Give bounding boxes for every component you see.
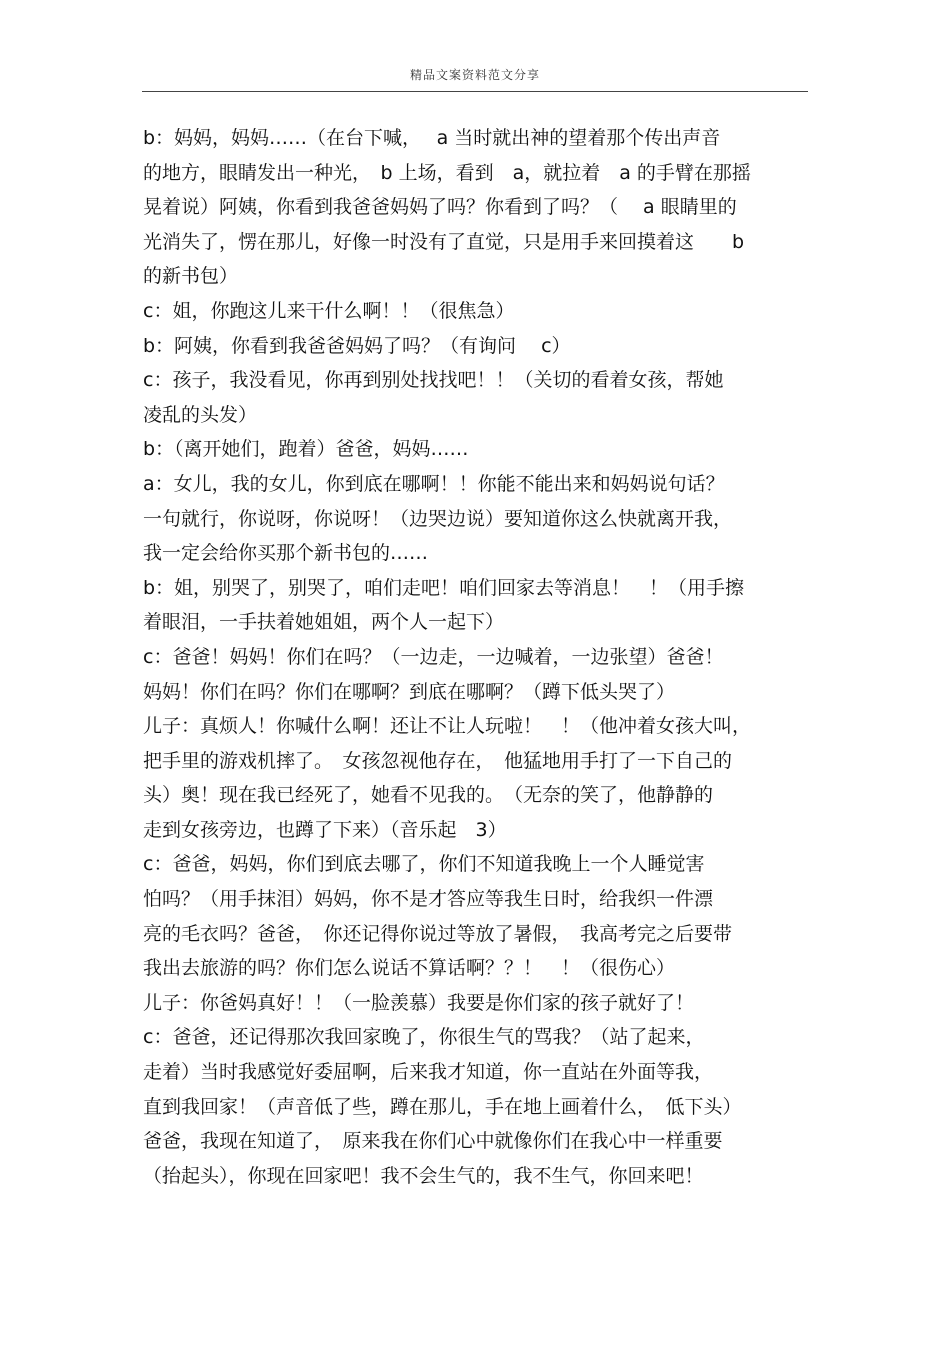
- text-line: 亮的毛衣吗？爸爸， 你还记得你说过等放了暑假， 我高考完之后要带: [143, 922, 733, 945]
- text-line: b：阿姨，你看到我爸爸妈妈了吗？（有询问 c）: [143, 334, 571, 357]
- text-line: 着眼泪，一手扶着她姐姐，两个人一起下）: [143, 611, 505, 634]
- text-line: 凌乱的头发）: [143, 403, 258, 426]
- text-line: 我出去旅游的吗？你们怎么说话不算话啊？？！ ！（很伤心）: [143, 957, 676, 980]
- text-line: 走到女孩旁边，也蹲了下来）（音乐起 3）: [143, 818, 507, 841]
- text-line: b：（离开她们，跑着）爸爸，妈妈……: [143, 438, 469, 461]
- text-line: 光消失了，愣在那儿，好像一时没有了直觉，只是用手来回摸着这 b: [143, 230, 745, 253]
- text-line: c：姐，你跑这儿来干什么啊！！（很焦急）: [143, 299, 515, 322]
- header-divider: [142, 91, 808, 92]
- text-line: 走着）当时我感觉好委屈啊，后来我才知道，你一直站在外面等我，: [143, 1061, 714, 1084]
- text-line: 妈妈！你们在吗？你们在哪啊？到底在哪啊？（蹲下低头哭了）: [143, 680, 676, 703]
- text-line: b：妈妈，妈妈……（在台下喊， a 当时就出神的望着那个传出声音: [143, 127, 721, 149]
- text-line: c：爸爸！妈妈！你们在吗？（一边走，一边喊着，一边张望）爸爸！: [143, 645, 724, 668]
- text-line: 直到我回家！（声音低了些，蹲在那儿，手在地上画着什么， 低下头）: [143, 1095, 742, 1118]
- page-header: 精品文案资料范文分享: [409, 68, 540, 82]
- text-line: 儿子：真烦人！你喊什么啊！还让不让人玩啦！ ！（他冲着女孩大叫，: [143, 715, 752, 738]
- text-line: 头）奥！现在我已经死了，她看不见我的。 （无奈的笑了，他静静的: [143, 784, 714, 807]
- text-line: 晃着说）阿姨，你看到我爸爸妈妈了吗？你看到了吗？（ a 眼睛里的: [143, 196, 737, 219]
- text-line: （抬起头），你现在回家吧！我不会生气的，我不生气，你回来吧！: [143, 1164, 704, 1187]
- text-line: 我一定会给你买那个新书包的……: [143, 542, 429, 565]
- text-line: 把手里的游戏机摔了。 女孩忽视他存在， 他猛地用手打了一下自己的: [143, 749, 733, 772]
- script-body: [143, 121, 808, 1193]
- text-line: c：爸爸，还记得那次我回家晚了，你很生气的骂我？（站了起来，: [143, 1026, 705, 1049]
- text-line: 儿子：你爸妈真好！！（一脸羡慕）我要是你们家的孩子就好了！: [143, 991, 695, 1014]
- text-line: b：姐，别哭了，别哭了，咱们走吧！咱们回家去等消息！ ！（用手擦: [143, 576, 745, 599]
- text-line: c：孩子，我没看见，你再到别处找找吧！！（关切的看着女孩，帮她: [143, 369, 724, 392]
- text-line: 的新书包）: [143, 265, 239, 288]
- text-line: 爸爸，我现在知道了， 原来我在你们心中就像你们在我心中一样重要: [143, 1130, 723, 1153]
- text-line: c：爸爸，妈妈，你们到底去哪了，你们不知道我晚上一个人睡觉害: [143, 853, 705, 876]
- text-line: 怕吗？（用手抹泪）妈妈，你不是才答应等我生日时，给我织一件漂: [143, 888, 714, 911]
- text-line: 的地方，眼睛发出一种光， b 上场，看到 a，就拉着 a 的手臂在那摇: [143, 161, 751, 184]
- text-line: a：女儿，我的女儿，你到底在哪啊！！你能不能出来和妈妈说句话？: [143, 472, 725, 495]
- text-line: 一句就行，你说呀，你说呀！（边哭边说）要知道你这么快就离开我，: [143, 507, 733, 530]
